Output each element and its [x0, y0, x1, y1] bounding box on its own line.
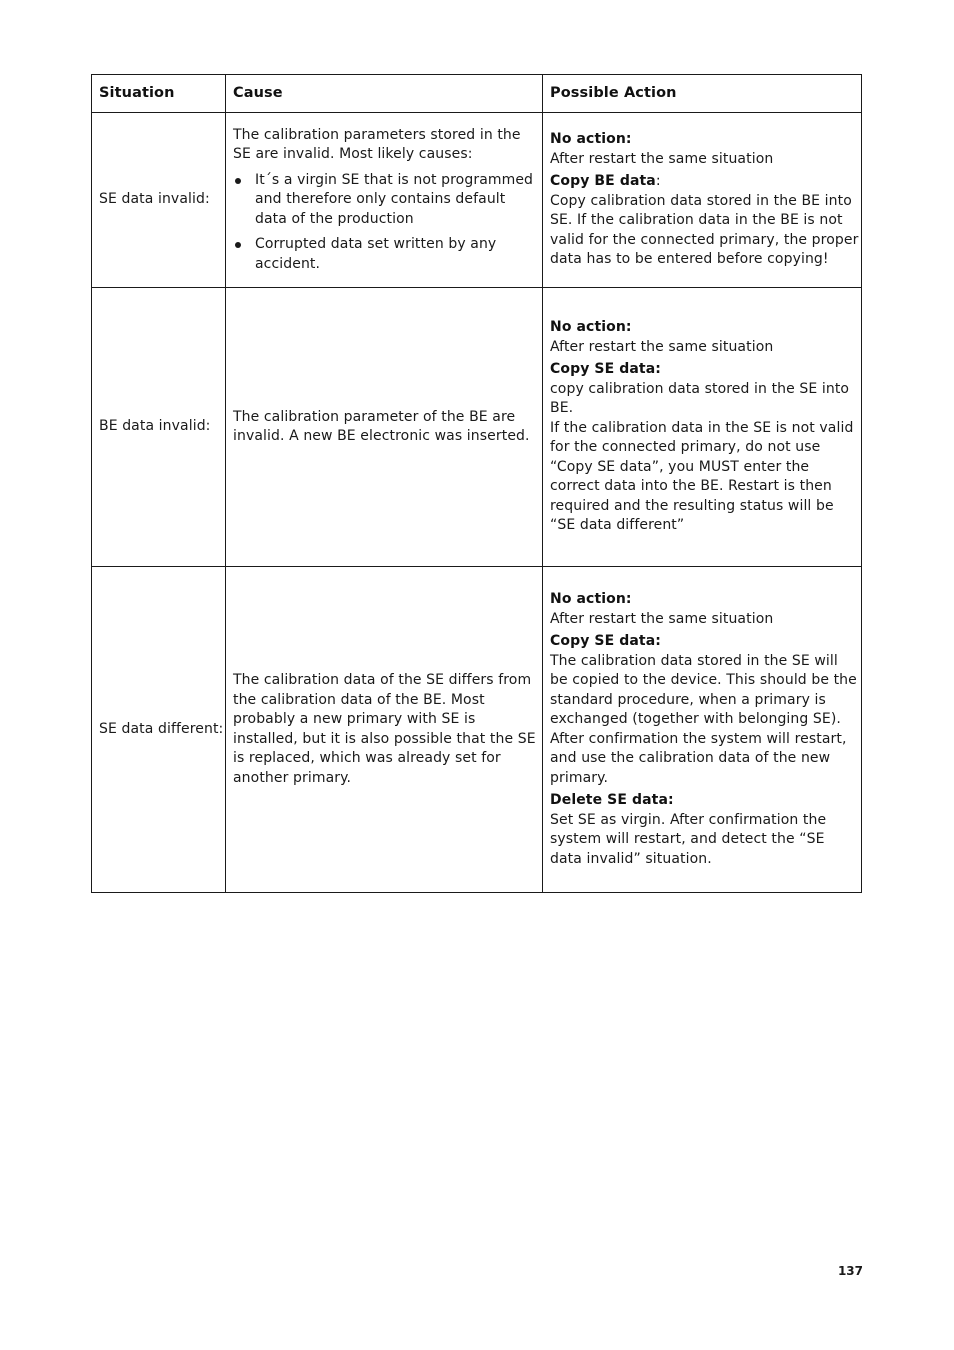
- bullet-text: It´s a virgin SE that is not programmed and therefore only contains default data of the production: [255, 171, 534, 227]
- action-text: Set SE as virgin. After confirmation the system will restart, and detect the “SE data invalid” situation.: [550, 811, 827, 867]
- action-text: copy calibration data stored in the SE into BE.: [550, 380, 850, 417]
- action-title: Delete SE data:: [550, 792, 674, 808]
- header-cause: Cause: [226, 75, 543, 113]
- table-row: [92, 288, 862, 567]
- cause-cell: [226, 113, 543, 288]
- situation-cell: SE data invalid:: [92, 113, 226, 288]
- bullet-icon: [235, 178, 241, 184]
- troubleshooting-table: [91, 74, 862, 893]
- cause-cell: [226, 567, 543, 893]
- table-row: [92, 113, 862, 288]
- action-text: After restart the same situation: [550, 338, 774, 355]
- action-title: No action:: [550, 319, 632, 336]
- action-title: No action:: [550, 131, 632, 148]
- action-title: [550, 172, 859, 192]
- action-title: Copy SE data:: [550, 361, 661, 378]
- action-cell: [543, 113, 862, 288]
- list-item: [233, 171, 540, 230]
- action-title-suffix: :: [655, 173, 661, 190]
- bullet-icon: [235, 242, 241, 248]
- header-situation: Situation: [92, 75, 226, 113]
- action-cell: [543, 288, 862, 567]
- cause-text: The calibration data of the SE differs from the calibration data of the BE. Most probably a new primary with SE is installed, but it is also possible that the SE is replaced, which was already set for another primary.: [233, 672, 536, 786]
- action-text: After restart the same situation: [550, 610, 774, 627]
- action-title: No action:: [550, 591, 632, 607]
- cause-text: The calibration parameter of the BE are invalid. A new BE electronic was inserted.: [233, 408, 530, 444]
- header-possible-action: Possible Action: [543, 75, 862, 113]
- cause-bullet-list: [233, 171, 540, 275]
- situation-cell: SE data different:: [92, 567, 226, 893]
- table-row: [92, 567, 862, 893]
- page-number: 137: [837, 1264, 863, 1278]
- action-text-continued: If the calibration data in the SE is not valid for the connected primary, do not use “Copy SE data”, you MUST enter the correct data into the BE. Restart is then required and the resulting status will be “SE data different”: [550, 419, 854, 534]
- action-text: Copy calibration data stored in the BE into SE. If the calibration data in the BE is not valid for the connected primary, the proper data has to be entered before copying!: [550, 192, 859, 268]
- table-header-row: [92, 75, 862, 113]
- cause-intro: The calibration parameters stored in the SE are invalid. Most likely causes:: [233, 126, 521, 163]
- action-text: After restart the same situation: [550, 150, 774, 167]
- action-title-text: Copy BE data: [550, 173, 656, 190]
- action-cell: [543, 567, 862, 893]
- cause-cell: [226, 288, 543, 567]
- action-text: The calibration data stored in the SE will be copied to the device. This should be the standard procedure, when a primary is exchanged (together with belonging SE). After confirmation the system will restart, and use the calibration data of the new primary.: [550, 652, 857, 786]
- list-item: [233, 235, 540, 274]
- situation-cell: BE data invalid:: [92, 288, 226, 567]
- action-title: Copy SE data:: [550, 633, 661, 649]
- bullet-text: Corrupted data set written by any accident.: [255, 236, 497, 272]
